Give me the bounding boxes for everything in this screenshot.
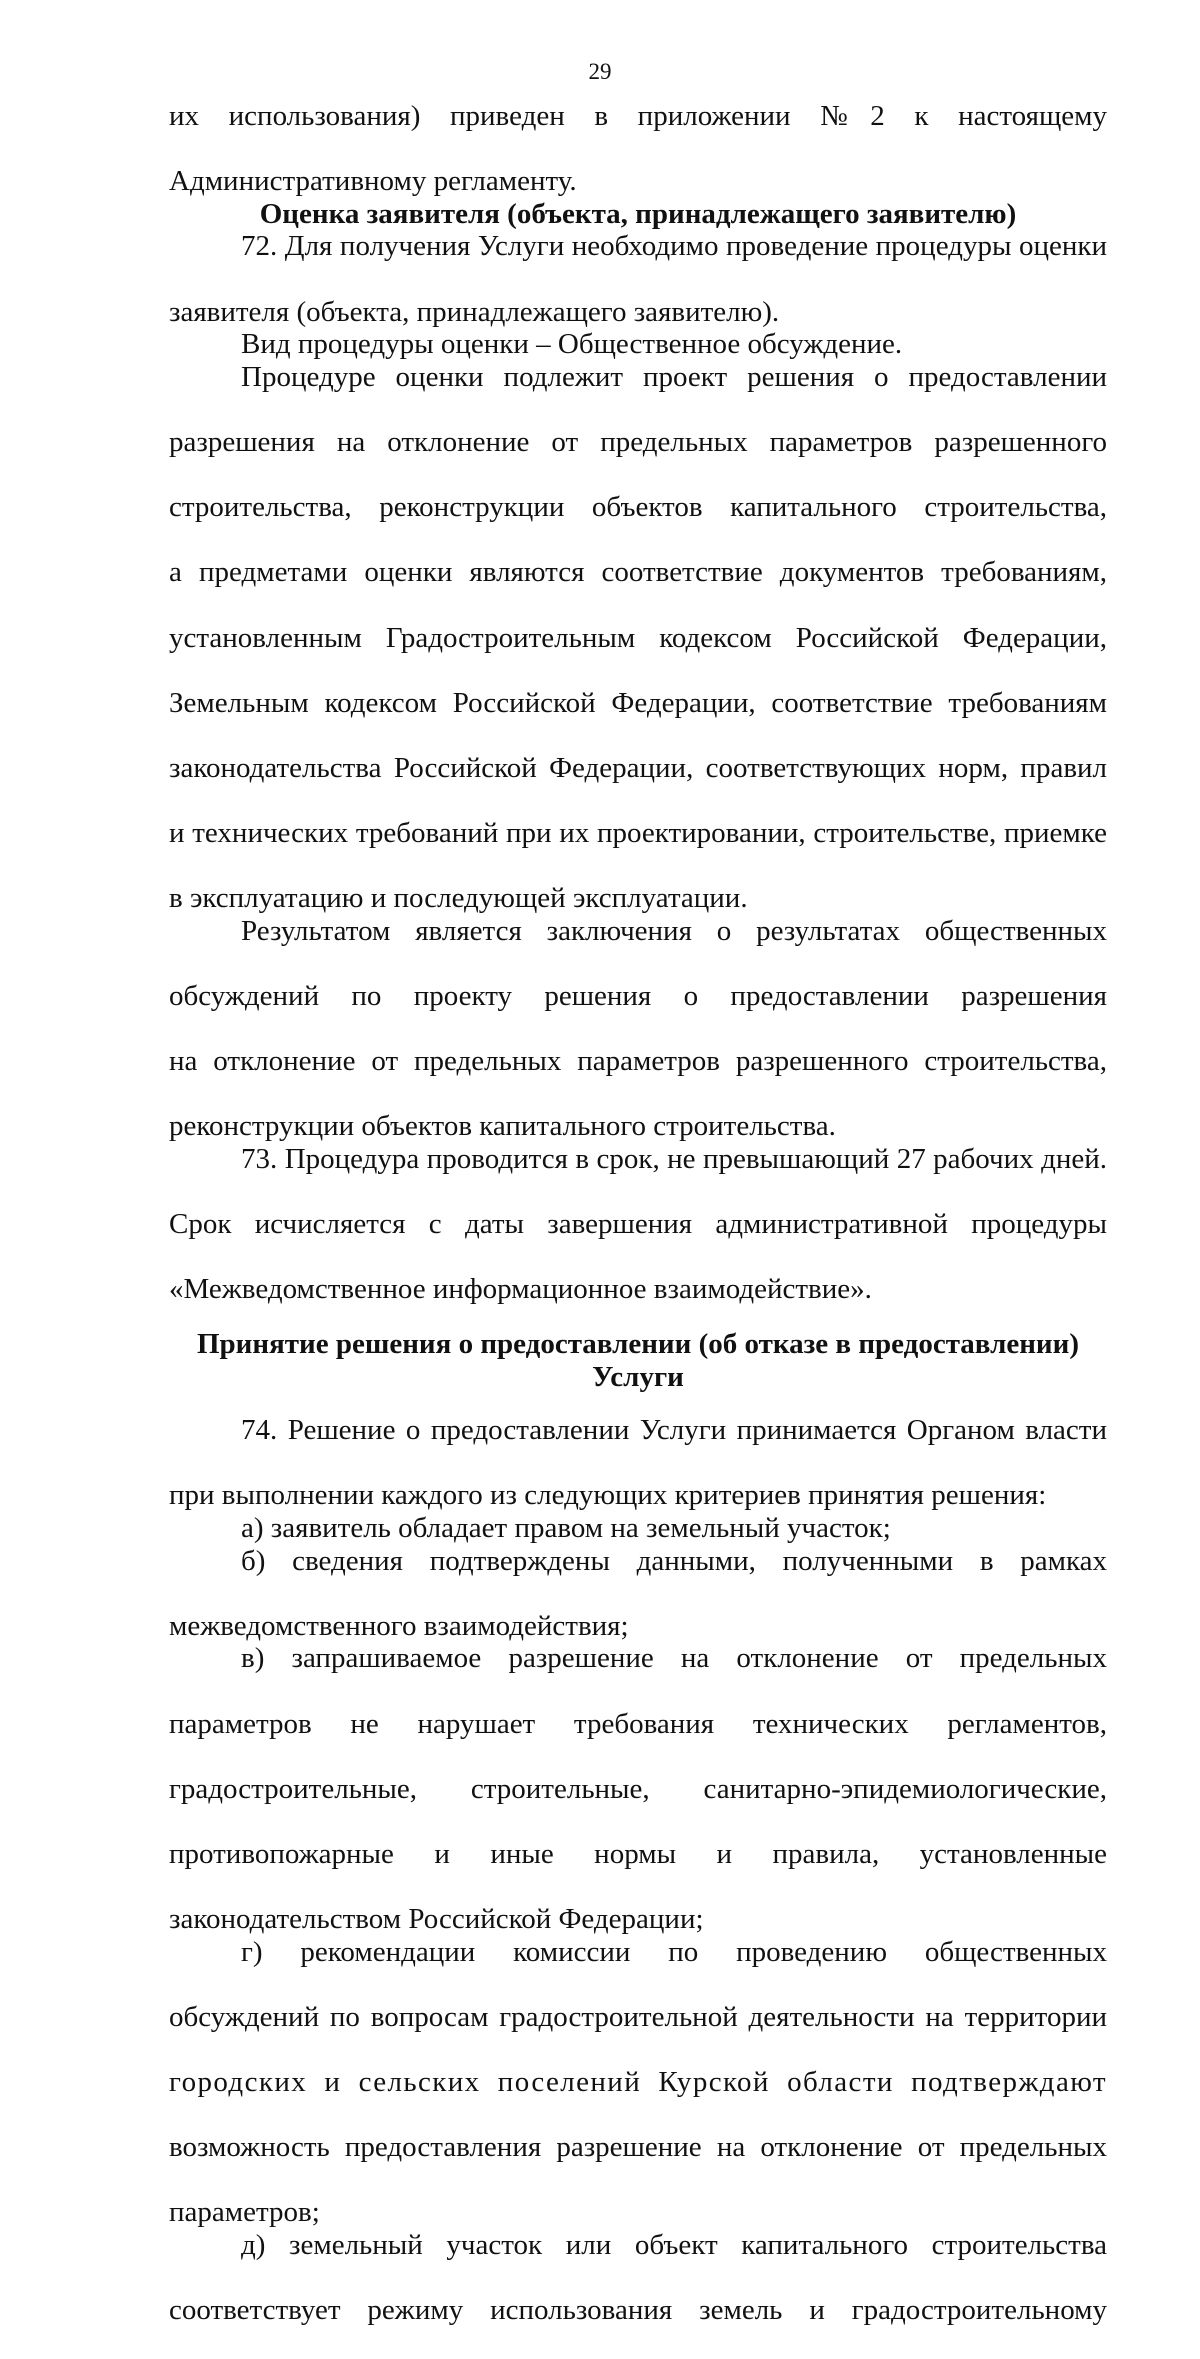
page-number: 29 xyxy=(588,59,612,84)
paragraph-73 xyxy=(169,1143,1107,1306)
heading-line: Услуги xyxy=(592,1360,684,1393)
paragraph-72 xyxy=(169,230,1107,328)
list-item-g xyxy=(169,1936,1107,2229)
text-line: г) рекомендации комиссии по проведению общественных xyxy=(241,1935,1107,1968)
text-line: реконструкции объектов капитального строительства. xyxy=(169,1110,836,1143)
text-line: параметров; xyxy=(169,2196,320,2229)
paragraph-result xyxy=(169,915,1107,1143)
text-line: законодательства Российской Федерации, соответствующих норм, правил xyxy=(169,751,1107,784)
paragraph-74 xyxy=(169,1414,1107,1512)
text-line: «Межведомственное информационное взаимодействие». xyxy=(169,1273,872,1306)
text-line: градостроительные, строительные, санитарно-эпидемиологические, xyxy=(169,1772,1107,1805)
text-line: Процедуре оценки подлежит проект решения о предоставлении xyxy=(241,360,1107,393)
text-line: в) запрашиваемое разрешение на отклонение от предельных xyxy=(241,1642,1107,1675)
text-line: межведомственного взаимодействия; xyxy=(169,1609,629,1642)
text-line: разрешения на отклонение от предельных параметров разрешенного xyxy=(169,425,1107,458)
text-line: строительства, реконструкции объектов капитального строительства, xyxy=(169,491,1107,524)
text-line: установленным Градостроительным кодексом Российской Федерации, xyxy=(169,621,1107,654)
text-line: б) сведения подтверждены данными, полученными в рамках xyxy=(241,1544,1107,1577)
text-line: а предметами оценки являются соответствие документов требованиям, xyxy=(169,556,1107,589)
section-heading-assessment: Оценка заявителя (объекта, принадлежащего заявителю) xyxy=(259,197,1017,230)
text-line: параметров не нарушает требования технических регламентов, xyxy=(169,1707,1107,1740)
text-line: 72. Для получения Услуги необходимо проведение процедуры оценки xyxy=(241,230,1107,263)
paragraph-procedure-subject xyxy=(169,361,1107,915)
text-line: заявителя (объекта, принадлежащего заявителю). xyxy=(169,295,780,328)
heading-line: Принятие решения о предоставлении (об отказе в предоставлении) xyxy=(197,1327,1079,1360)
section-heading-decision xyxy=(169,1328,1107,1393)
list-item-b xyxy=(169,1545,1107,1643)
list-item-v xyxy=(169,1642,1107,1935)
text-line: городских и сельских поселений Курской области подтверждают xyxy=(169,2066,1107,2099)
paragraph-procedure-type: Вид процедуры оценки – Общественное обсуждение. xyxy=(241,328,903,361)
text-line: обсуждений по проекту решения о предоставлении разрешения xyxy=(169,980,1107,1013)
text-line: 73. Процедура проводится в срок, не превышающий 27 рабочих дней. xyxy=(241,1143,1107,1175)
text-line: соответствует режиму использования земель и градостроительному xyxy=(169,2294,1107,2327)
text-line: 74. Решение о предоставлении Услуги принимается Органом власти xyxy=(241,1414,1107,1447)
text-line: Земельным кодексом Российской Федерации, соответствие требованиям xyxy=(169,686,1107,719)
text-line: Результатом является заключения о результатах общественных xyxy=(241,914,1107,947)
text-line: возможность предоставления разрешение на отклонение от предельных xyxy=(169,2131,1107,2164)
text-line: Административному регламенту. xyxy=(169,165,577,198)
text-line: и технических требований при их проектировании, строительстве, приемке xyxy=(169,817,1107,850)
text-line: д) земельный участок или объект капитального строительства xyxy=(241,2229,1107,2261)
text-line: при выполнении каждого из следующих критериев принятия решения: xyxy=(169,1479,1047,1512)
list-item-d xyxy=(169,2229,1107,2359)
list-item-a: а) заявитель обладает правом на земельный участок; xyxy=(241,1511,891,1544)
document-body xyxy=(169,100,1107,2359)
text-line: на отклонение от предельных параметров разрешенного строительства, xyxy=(169,1045,1107,1078)
text-line: их использования) приведен в приложении №2 к настоящему xyxy=(169,100,1107,132)
text-line: Срок исчисляется с даты завершения административной процедуры xyxy=(169,1208,1107,1241)
text-line: законодательством Российской Федерации; xyxy=(169,1903,704,1936)
text-line: обсуждений по вопросам градостроительной деятельности на территории xyxy=(169,2000,1107,2033)
text-line: в эксплуатацию и последующей эксплуатации. xyxy=(169,882,748,915)
text-line: противопожарные и иные нормы и правила, установленные xyxy=(169,1837,1107,1870)
